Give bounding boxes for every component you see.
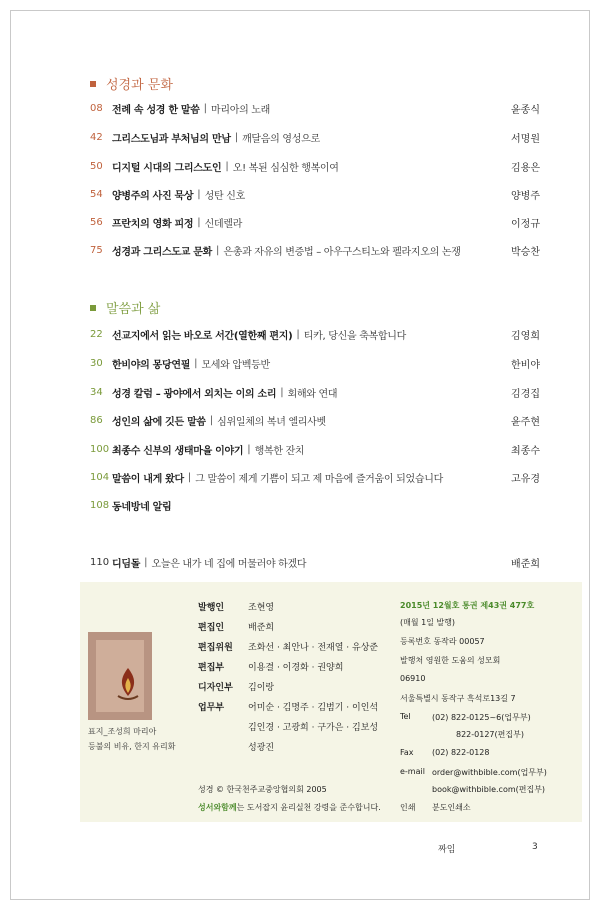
separator: | (197, 216, 201, 228)
toc-entry[interactable] (90, 384, 540, 400)
separator: | (194, 357, 198, 369)
article-title: 한비야의 몽당연필 (112, 359, 191, 371)
article-title: 성경과 그리스도교 문화 (112, 246, 212, 258)
publisher-name: 발행처 영원한 도움의 성모회 (400, 656, 501, 665)
page-number-label: 08 (90, 102, 103, 114)
separator: | (215, 244, 220, 256)
registration-number: 등록번호 동작라 00057 (400, 637, 485, 646)
page-number-label: 42 (90, 131, 103, 143)
page-number-label: 22 (90, 328, 103, 340)
page-number-label: 56 (90, 216, 103, 228)
fax-label: Fax (400, 748, 414, 757)
copyright: 성경 © 한국천주교중앙협의회 2005 (198, 785, 327, 794)
page-number-label: 50 (90, 160, 103, 172)
email-label: e-mail (400, 767, 425, 776)
article-title: 그리스도님과 부처님의 만남 (112, 133, 231, 145)
issue-number: 2015년 12월호 통권 제43권 477호 (400, 601, 535, 610)
page-number-label: 30 (90, 357, 103, 369)
staff-label: 디자인부 (198, 683, 233, 693)
tel-number-editorial: 822-0127(편집부) (456, 730, 524, 739)
author-name: 양병주 (511, 190, 540, 202)
toc-entry[interactable] (90, 326, 540, 342)
staff-value: 배준희 (248, 623, 275, 633)
staff-label: 업무부 (198, 703, 225, 713)
separator: | (280, 386, 284, 398)
toc-entry[interactable] (90, 441, 540, 457)
article-title: 전례 속 성경 한 말씀 (112, 104, 200, 116)
square-bullet-icon (90, 81, 96, 87)
cover-thumbnail (88, 632, 152, 720)
page-number-label: 100 (90, 443, 110, 455)
printer-name: 분도인쇄소 (432, 803, 471, 812)
section-heading-culture: 성경과 문화 (90, 74, 173, 93)
article-title: 성인의 삶에 깃든 말씀 (112, 416, 206, 428)
separator: | (209, 414, 214, 426)
author-name: 김영희 (511, 330, 540, 342)
cover-caption-sub: 등불의 비유, 한지 유리화 (88, 742, 176, 751)
staff-value: 김인경 · 고광희 · 구가은 · 김보성 (248, 723, 379, 733)
author-name: 박승찬 (511, 246, 540, 258)
article-title: 말씀이 내게 왔다 (112, 473, 184, 485)
separator: | (203, 102, 207, 114)
cover-caption: 표지_조성희 마리아 (88, 727, 157, 736)
article-subtitle: 오! 복된 심심한 행복이여 (232, 162, 339, 174)
ethics-pledge: 성서와함께는 도서잡지 윤리실천 강령을 준수합니다. (198, 803, 381, 812)
page-number-label: 34 (90, 386, 103, 398)
author-name: 최종수 (511, 445, 540, 457)
print-label: 인쇄 (400, 803, 416, 812)
author-name: 배준희 (511, 558, 540, 570)
issue-schedule: (매월 1일 발행) (400, 618, 456, 627)
separator: | (247, 443, 251, 455)
article-title: 동네방네 알림 (112, 501, 172, 513)
toc-entry[interactable] (90, 469, 540, 485)
article-title: 선교지에서 읽는 바오로 서간(열한째 편지) (112, 330, 293, 342)
page-number: 3 (532, 842, 538, 852)
page-number-label: 104 (90, 471, 110, 483)
postal-code: 06910 (400, 674, 426, 683)
fax-number: (02) 822-0128 (432, 748, 490, 757)
separator: | (187, 471, 192, 483)
page-number-label: 54 (90, 188, 103, 200)
article-subtitle: 모세와 압벡등반 (201, 359, 270, 371)
toc-entry[interactable] (90, 129, 540, 145)
article-title: 프란치의 영화 피정 (112, 218, 194, 230)
page-number-label: 110 (90, 556, 110, 568)
article-subtitle: 회해와 연대 (287, 388, 338, 400)
article-subtitle: 그 말씀이 제게 기쁨이 되고 제 마음에 즐거움이 되었습니다 (195, 473, 443, 485)
author-name: 고유경 (511, 473, 540, 485)
staff-value: 성광진 (248, 743, 275, 753)
author-name: 한비야 (511, 359, 540, 371)
page-number-label: 75 (90, 244, 103, 256)
article-subtitle: 심위일체의 복녀 엘리사벳 (217, 416, 326, 428)
author-name: 윤종식 (511, 104, 540, 116)
tel-number: (02) 822-0125~6(업무부) (432, 713, 531, 722)
author-name: 서명원 (511, 133, 540, 145)
toc-entry[interactable] (90, 214, 540, 230)
toc-entry[interactable] (90, 554, 540, 570)
article-title: 성경 칼럼 – 광야에서 외치는 이의 소리 (112, 388, 277, 400)
toc-entry[interactable] (90, 497, 540, 513)
article-title: 디딤돌 (112, 558, 141, 570)
article-subtitle: 신데렐라 (204, 218, 243, 230)
toc-entry[interactable] (90, 100, 540, 116)
staff-value: 김이랑 (248, 683, 275, 693)
author-name: 김경집 (511, 388, 540, 400)
square-bullet-icon (90, 305, 96, 311)
email-editorial-link[interactable]: book@withbible.com(편집부) (432, 785, 546, 794)
toc-entry[interactable] (90, 158, 540, 174)
article-subtitle: 행복한 잔치 (254, 445, 305, 457)
author-name: 이정규 (511, 218, 540, 230)
staff-label: 편집부 (198, 663, 225, 673)
article-subtitle: 마리아의 노래 (210, 104, 271, 116)
staff-label: 편집인 (198, 623, 225, 633)
separator: | (197, 188, 201, 200)
staff-label: 편집위원 (198, 643, 233, 653)
article-title: 양병주의 사진 묵상 (112, 190, 194, 202)
magazine-name: 짜임 (438, 845, 456, 855)
separator: | (296, 328, 300, 340)
address: 서울특별시 동작구 흑석로13길 7 (400, 694, 516, 703)
separator: | (234, 131, 239, 143)
separator: | (144, 556, 148, 568)
staff-value: 조화선 · 최안나 · 전재열 · 유상준 (248, 643, 379, 653)
email-orders-link[interactable]: order@withbible.com(업무부) (432, 768, 547, 777)
staff-label: 발행인 (198, 603, 225, 613)
staff-value: 어미순 · 김명주 · 김범기 · 이인석 (248, 703, 379, 713)
article-subtitle: 오늘은 내가 네 집에 머물러야 하겠다 (151, 558, 307, 570)
article-title: 최종수 신부의 생태마을 이야기 (112, 445, 244, 457)
article-subtitle: 성탄 신호 (204, 190, 245, 202)
staff-value: 조현영 (248, 603, 275, 613)
author-name: 김용은 (511, 162, 540, 174)
lamp-flame-icon (114, 666, 142, 702)
article-subtitle: 깨달음의 영성으로 (242, 133, 320, 145)
section-heading-word-and-life: 말씀과 삶 (90, 298, 160, 317)
separator: | (225, 160, 229, 172)
toc-entry[interactable] (90, 186, 540, 202)
article-title: 디지털 시대의 그리스도인 (112, 162, 222, 174)
toc-entry[interactable] (90, 412, 540, 428)
article-subtitle: 은총과 자유의 변증법 – 아우구스티노와 펠라지오의 논쟁 (223, 246, 461, 258)
page-number-label: 108 (90, 499, 110, 511)
author-name: 윤주현 (511, 416, 540, 428)
article-subtitle: 티카, 당신을 축복합니다 (303, 330, 407, 342)
toc-entry[interactable] (90, 355, 540, 371)
tel-label: Tel (400, 712, 411, 721)
page-number-label: 86 (90, 414, 103, 426)
toc-entry[interactable] (90, 242, 540, 258)
cover-art (96, 640, 144, 712)
staff-value: 이용결 · 이경화 · 권양희 (248, 663, 344, 673)
